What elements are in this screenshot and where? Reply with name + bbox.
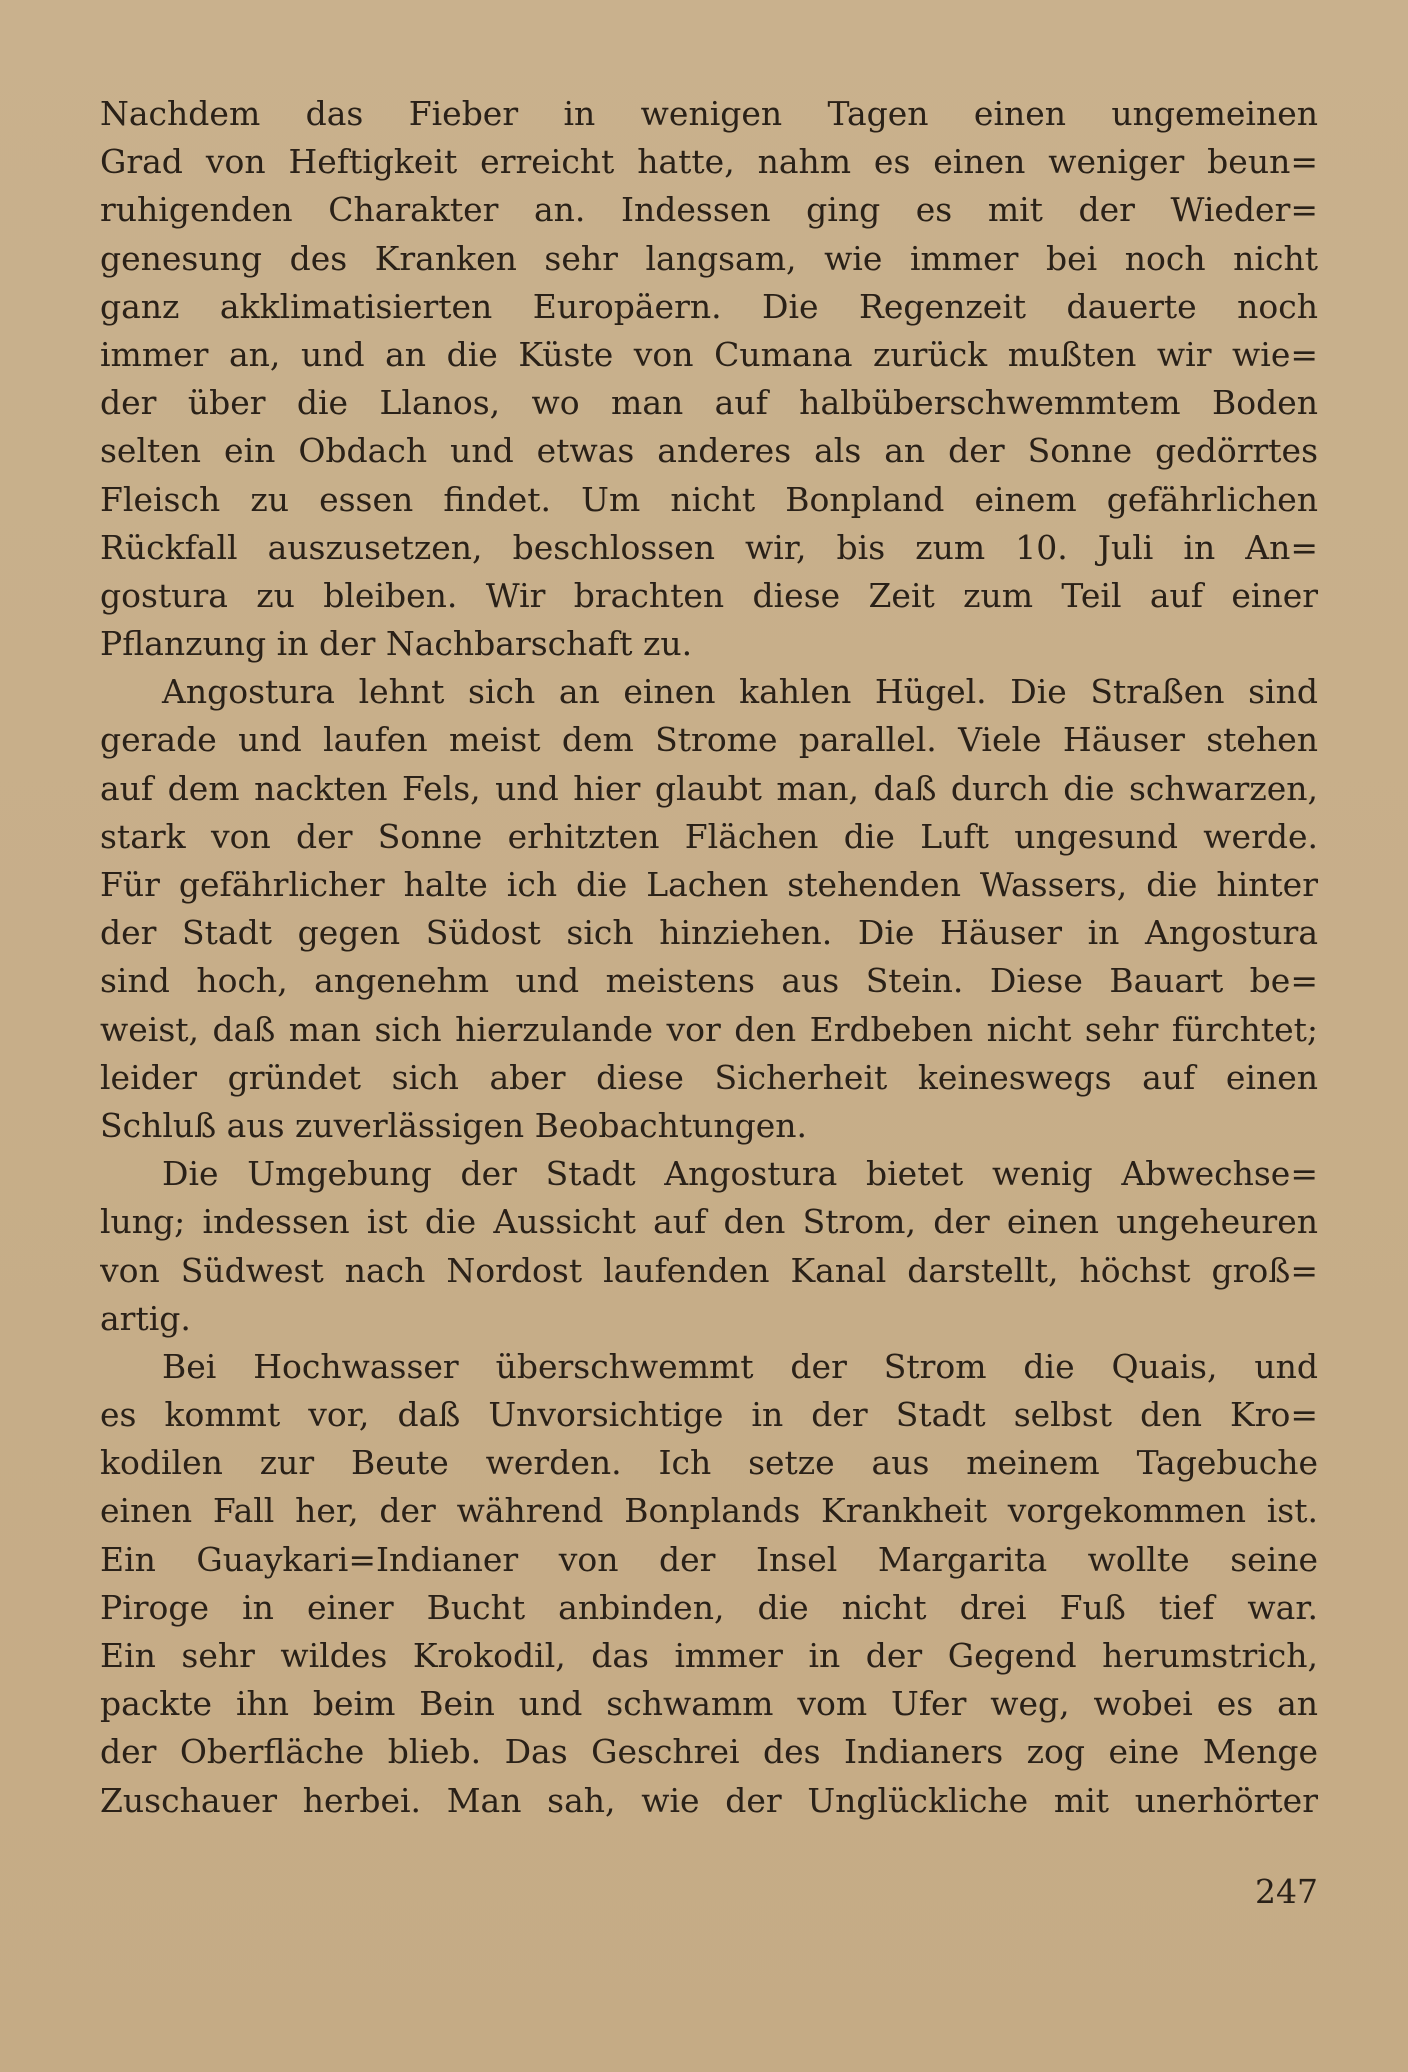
text-line: von Südwest nach Nordost laufenden Kanal darstellt, höchst groß=	[100, 1250, 1318, 1290]
text-line: der Stadt gegen Südost sich hinziehen. Die Häuser in Angostura	[100, 913, 1318, 953]
text-line: lung; indessen ist die Aussicht auf den Strom, der einen ungeheuren	[100, 1202, 1318, 1242]
text-line: genesung des Kranken sehr langsam, wie immer bei noch nicht	[100, 238, 1318, 278]
text-line: selten ein Obdach und etwas anderes als an der Sonne gedörrtes	[100, 431, 1318, 471]
text-line: Zuschauer herbei. Man sah, wie der Unglückliche mit unerhörter	[100, 1780, 1318, 1820]
text-line: Die Umgebung der Stadt Angostura bietet wenig Abwechse=	[162, 1154, 1318, 1194]
text-line: gostura zu bleiben. Wir brachten diese Zeit zum Teil auf einer	[100, 575, 1318, 615]
text-line: Für gefährlicher halte ich die Lachen stehenden Wassers, die hinter	[100, 865, 1318, 904]
text-line: sind hoch, angenehm und meistens aus Stein. Diese Bauart be=	[100, 961, 1318, 1001]
text-line: Schluß aus zuverlässigen Beobachtungen.	[100, 1105, 808, 1145]
text-line: ganz akklimatisierten Europäern. Die Regenzeit dauerte noch	[100, 286, 1318, 326]
text-line: stark von der Sonne erhitzten Flächen die Luft ungesund werde.	[100, 816, 1318, 856]
text-line: leider gründet sich aber diese Sicherheit keineswegs auf einen	[100, 1057, 1318, 1097]
text-line: Ein Guaykari=Indianer von der Insel Margarita wollte seine	[100, 1539, 1318, 1579]
text-line: Piroge in einer Bucht anbinden, die nicht drei Fuß tief war.	[100, 1587, 1318, 1627]
text-line: ruhigenden Charakter an. Indessen ging es mit der Wieder=	[100, 190, 1318, 230]
text-line: der über die Llanos, wo man auf halbüberschwemmtem Boden	[100, 383, 1318, 423]
body-text	[100, 90, 1318, 1825]
text-line: einen Fall her, der während Bonplands Krankheit vorgekommen ist.	[100, 1491, 1318, 1531]
text-line: immer an, und an die Küste von Cumana zurück mußten wir wie=	[100, 334, 1318, 374]
text-line: Nachdem das Fieber in wenigen Tagen einen ungemeinen	[100, 94, 1318, 133]
text-line: der Oberfläche blieb. Das Geschrei des Indianers zog eine Menge	[100, 1732, 1318, 1772]
text-line: weist, daß man sich hierzulande vor den Erdbeben nicht sehr fürchtet;	[100, 1009, 1318, 1049]
text-line: Rückfall auszusetzen, beschlossen wir, bis zum 10. Juli in An=	[100, 527, 1318, 567]
text-line: es kommt vor, daß Unvorsichtige in der Stadt selbst den Kro=	[100, 1395, 1318, 1435]
text-line: Angostura lehnt sich an einen kahlen Hügel. Die Straßen sind	[162, 672, 1318, 712]
page-number: 247	[1255, 1872, 1318, 1911]
text-line: artig.	[100, 1298, 191, 1338]
text-line: auf dem nackten Fels, und hier glaubt man, daß durch die schwarzen,	[100, 768, 1318, 808]
text-line: Grad von Heftigkeit erreicht hatte, nahm es einen weniger beun=	[100, 142, 1318, 182]
text-line: gerade und laufen meist dem Strome parallel. Viele Häuser stehen	[100, 720, 1318, 760]
text-line: Ein sehr wildes Krokodil, das immer in der Gegend herumstrich,	[100, 1636, 1318, 1675]
text-line: kodilen zur Beute werden. Ich setze aus meinem Tagebuche	[100, 1443, 1318, 1483]
text-line: packte ihn beim Bein und schwamm vom Ufer weg, wobei es an	[100, 1684, 1318, 1724]
text-line: Fleisch zu essen findet. Um nicht Bonpland einem gefährlichen	[100, 479, 1318, 519]
text-line: Bei Hochwasser überschwemmt der Strom die Quais, und	[162, 1346, 1318, 1386]
text-line: Pflanzung in der Nachbarschaft zu.	[100, 624, 693, 664]
